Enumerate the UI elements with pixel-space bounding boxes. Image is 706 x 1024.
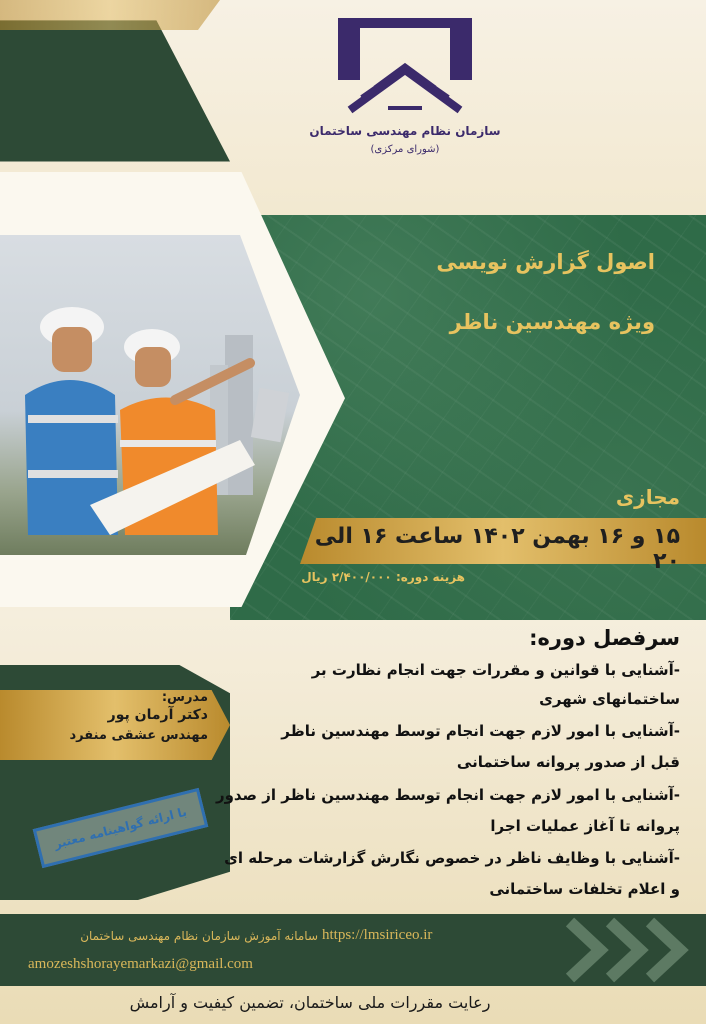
syllabus-item-1-line2: ساختمانهای شهری	[539, 690, 680, 708]
syllabus-item-4-line1: -آشنایی با وظایف ناظر در خصوص نگارش گزارشات مرحله ای	[224, 849, 680, 867]
syllabus-item-1-line1: -آشنایی با قوانین و مقررات جهت انجام نظارت بر	[311, 661, 680, 679]
footer-lms-url[interactable]: https://lmsiriceo.ir	[322, 927, 433, 943]
syllabus-item-3-line2: پروانه تا آغاز عملیات اجرا	[490, 817, 680, 835]
syllabus-item-4-line2: و اعلام تخلفات ساختمانی	[489, 880, 680, 898]
footer-email[interactable]: amozeshshorayemarkazi@gmail.com	[28, 956, 253, 972]
footer-slogan: رعایت مقررات ملی ساختمان، تضمین کیفیت و آرامش	[129, 993, 491, 1012]
org-name: سازمان نظام مهندسی ساختمان	[309, 124, 501, 138]
instructor-name-2: مهندس عشقی منفرد	[69, 728, 208, 743]
course-fee: هزینه دوره: ۲/۴۰۰/۰۰۰ ریال	[301, 570, 465, 584]
footer-lms-label: سامانه آموزش سازمان نظام مهندسی ساختمان	[80, 929, 318, 943]
syllabus-heading: سرفصل دوره:	[529, 626, 680, 650]
certificate-stamp-text: با ارائه گواهینامه معتبر	[52, 804, 189, 852]
chevron-right-icon	[560, 916, 706, 984]
org-subtitle: (شورای مرکزی)	[370, 144, 440, 155]
syllabus-item-3-line1: -آشنایی با امور لازم جهت انجام توسط مهندسین ناظر از صدور	[215, 786, 680, 804]
course-title-line1: اصول گزارش نویسی	[436, 250, 655, 274]
course-schedule: ۱۵ و ۱۶ بهمن ۱۴۰۲ ساعت ۱۶ الی ۲۰	[314, 524, 680, 574]
instructor-label: مدرس:	[161, 690, 208, 705]
syllabus-item-2-line1: -آشنایی با امور لازم جهت انجام توسط مهندسین ناظر	[281, 722, 680, 740]
logo	[330, 10, 480, 120]
top-left-gold-stripe	[0, 0, 220, 30]
syllabus-item-2-line2: قبل از صدور پروانه ساختمانی	[456, 753, 680, 771]
instructor-name-1: دکتر آرمان پور	[107, 707, 208, 723]
footer-chevrons	[560, 916, 706, 984]
course-mode: مجازی	[615, 485, 680, 509]
engineers-photo	[0, 235, 300, 555]
course-title-line2: ویژه مهندسین ناظر	[449, 310, 655, 334]
logo-icon	[330, 10, 480, 120]
